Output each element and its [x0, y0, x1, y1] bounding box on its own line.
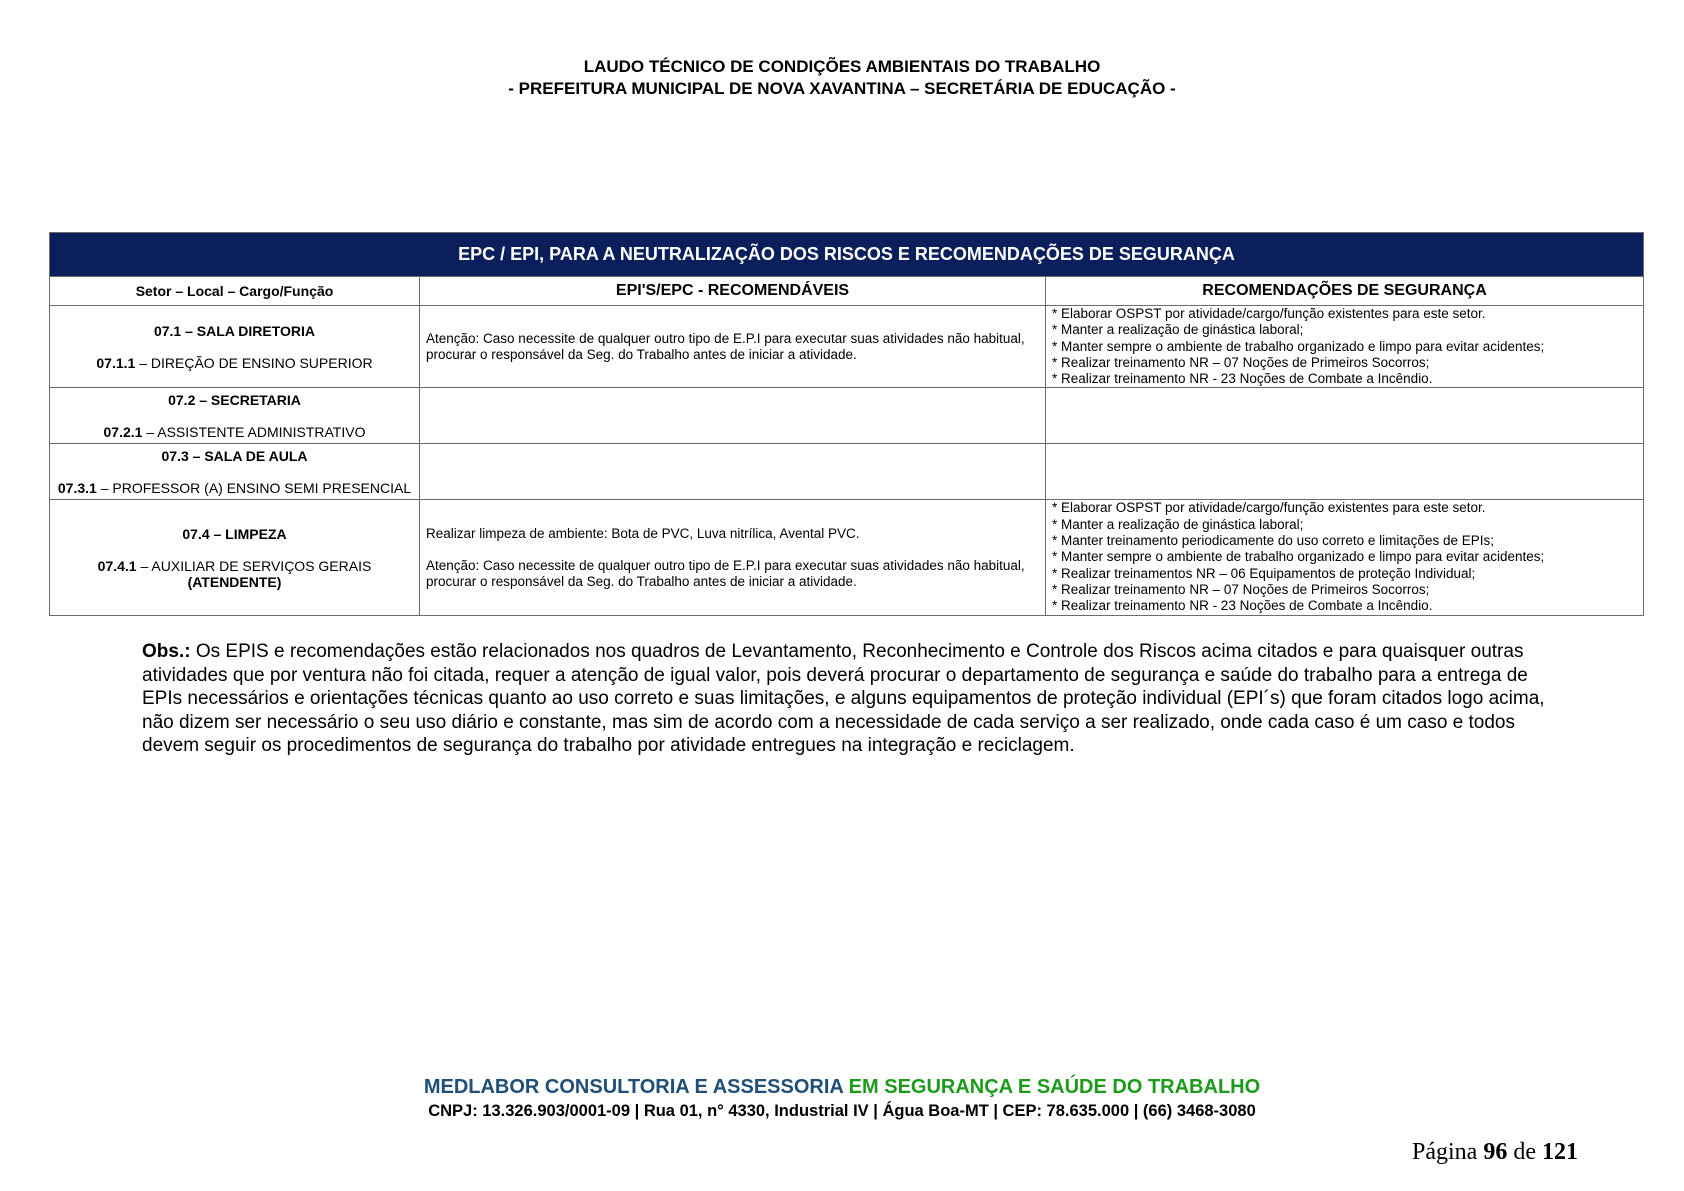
recommendation-item: * Elaborar OSPST por atividade/cargo/função existentes para este setor. — [1052, 500, 1486, 516]
role-name: – DIREÇÃO DE ENSINO SUPERIOR — [135, 354, 373, 371]
role-code: 07.4.1 — [97, 557, 137, 574]
recommendation-item: * Realizar treinamentos NR – 06 Equipamentos de proteção Individual; — [1052, 565, 1476, 581]
page-number: Página 96 de 121 — [1412, 1139, 1578, 1165]
role-name: – ASSISTENTE ADMINISTRATIVO — [142, 423, 366, 440]
table-row — [50, 500, 1644, 615]
sector-cell — [50, 388, 420, 444]
recommendations-cell — [1046, 500, 1644, 615]
epi-cell — [420, 444, 1046, 500]
role-code: 07.1.1 — [96, 354, 136, 371]
table-title: EPC / EPI, PARA A NEUTRALIZAÇÃO DOS RISCOS E RECOMENDAÇÕES DE SEGURANÇA — [50, 233, 1644, 277]
header-title: LAUDO TÉCNICO DE CONDIÇÕES AMBIENTAIS DO TRABALHO — [583, 57, 1101, 76]
column-header-epi: EPI'S/EPC - RECOMENDÁVEIS — [420, 277, 1046, 306]
role-name: – AUXILIAR DE SERVIÇOS GERAIS — [136, 557, 372, 574]
header-subtitle: - PREFEITURA MUNICIPAL DE NOVA XAVANTINA – SECRETÁRIA DE EDUCAÇÃO - — [508, 79, 1176, 98]
footer-address: CNPJ: 13.326.903/0001-09 | Rua 01, n° 4330, Industrial IV | Água Boa-MT | CEP: 78.635.000 | (66) 3468-3080 — [428, 1102, 1256, 1120]
document-footer — [0, 1074, 1684, 1122]
recommendation-item: * Realizar treinamento NR - 23 Noções de Combate a Incêndio. — [1052, 598, 1433, 614]
epi-attention: Atenção: Caso necessite de qualquer outro tipo de E.P.I para executar suas atividades não habitual, procurar o responsável da Seg. do Trabalho antes de iniciar a atividade. — [426, 330, 1025, 362]
total-pages: 121 — [1542, 1139, 1578, 1165]
observation-label: Obs.: — [142, 641, 191, 662]
role-code: 07.2.1 — [103, 423, 143, 440]
footer-company — [0, 1074, 1684, 1100]
recommendation-item: * Elaborar OSPST por atividade/cargo/função existentes para este setor. — [1052, 306, 1486, 321]
sector-cell — [50, 306, 420, 388]
observation-paragraph — [142, 640, 1560, 758]
current-page: 96 — [1483, 1139, 1508, 1165]
recommendations-cell — [1046, 444, 1644, 500]
footer-company-tagline: EM SEGURANÇA E SAÚDE DO TRABALHO — [843, 1076, 1261, 1098]
role-name-detail: (ATENDENTE) — [187, 573, 282, 590]
column-header-sector: Setor – Local – Cargo/Função — [50, 277, 420, 306]
recommendation-item: * Realizar treinamento NR – 07 Noções de Primeiros Socorros; — [1052, 581, 1430, 597]
epi-attention: Atenção: Caso necessite de qualquer outro tipo de E.P.I para executar suas atividades não habitual, procurar o responsável da Seg. do Trabalho antes de iniciar a atividade. — [426, 557, 1025, 589]
sector-name: 07.2 – SECRETARIA — [168, 391, 301, 408]
sector-name: 07.3 – SALA DE AULA — [161, 447, 308, 464]
observation-text: Os EPIS e recomendações estão relacionados nos quadros de Levantamento, Reconhecimento e Controle dos Riscos acima citados e para quaisquer outras atividades que por ventura não foi citada, requer a atenção de igual valor, pois deverá procurar o departamento de segurança e saúde do trabalho para a entrega de EPIs necessários e orientações técnicas quanto ao uso correto e suas limitações, e alguns equipamentos de proteção individual (EPI´s) que foram citados logo acima, não dizem ser necessário o seu uso diário e constante, mas sim de acordo com a necessidade de cada serviço a ser realizado, onde cada caso é um caso e todos devem seguir os procedimentos de segurança do trabalho por atividade entregues na integração e reciclagem. — [142, 641, 1545, 756]
table-row — [50, 306, 1644, 388]
recommendation-item: * Realizar treinamento NR - 23 Noções de Combate a Incêndio. — [1052, 371, 1433, 387]
recommendation-item: * Manter sempre o ambiente de trabalho organizado e limpo para evitar acidentes; — [1052, 338, 1545, 354]
role-name: – PROFESSOR (A) ENSINO SEMI PRESENCIAL — [96, 479, 412, 496]
sector-name: 07.4 – LIMPEZA — [182, 525, 287, 542]
table-header-row — [50, 277, 1644, 306]
epi-list: Realizar limpeza de ambiente: Bota de PVC, Luva nitrílica, Avental PVC. — [426, 525, 860, 541]
footer-company-name: MEDLABOR CONSULTORIA E ASSESSORIA — [423, 1076, 844, 1098]
epi-cell — [420, 500, 1046, 615]
recommendation-item: * Manter a realização de ginástica laboral; — [1052, 322, 1304, 338]
role-code: 07.3.1 — [57, 479, 97, 496]
sector-cell — [50, 444, 420, 500]
epi-cell — [420, 306, 1046, 388]
epi-cell — [420, 388, 1046, 444]
recommendation-item: * Manter treinamento periodicamente do uso correto e limitações de EPIs; — [1052, 533, 1494, 549]
sector-name: 07.1 – SALA DIRETORIA — [153, 322, 316, 339]
recommendations-cell — [1046, 306, 1644, 388]
epi-recommendations-table — [49, 232, 1644, 616]
recommendation-item: * Realizar treinamento NR – 07 Noções de Primeiros Socorros; — [1052, 354, 1430, 370]
table-row — [50, 444, 1644, 500]
sector-cell — [50, 500, 420, 615]
recommendation-item: * Manter sempre o ambiente de trabalho organizado e limpo para evitar acidentes; — [1052, 549, 1545, 565]
recommendation-item: * Manter a realização de ginástica laboral; — [1052, 516, 1304, 532]
table-row — [50, 388, 1644, 444]
document-header — [0, 56, 1684, 100]
column-header-recommendations: RECOMENDAÇÕES DE SEGURANÇA — [1046, 277, 1644, 306]
recommendations-cell — [1046, 388, 1644, 444]
